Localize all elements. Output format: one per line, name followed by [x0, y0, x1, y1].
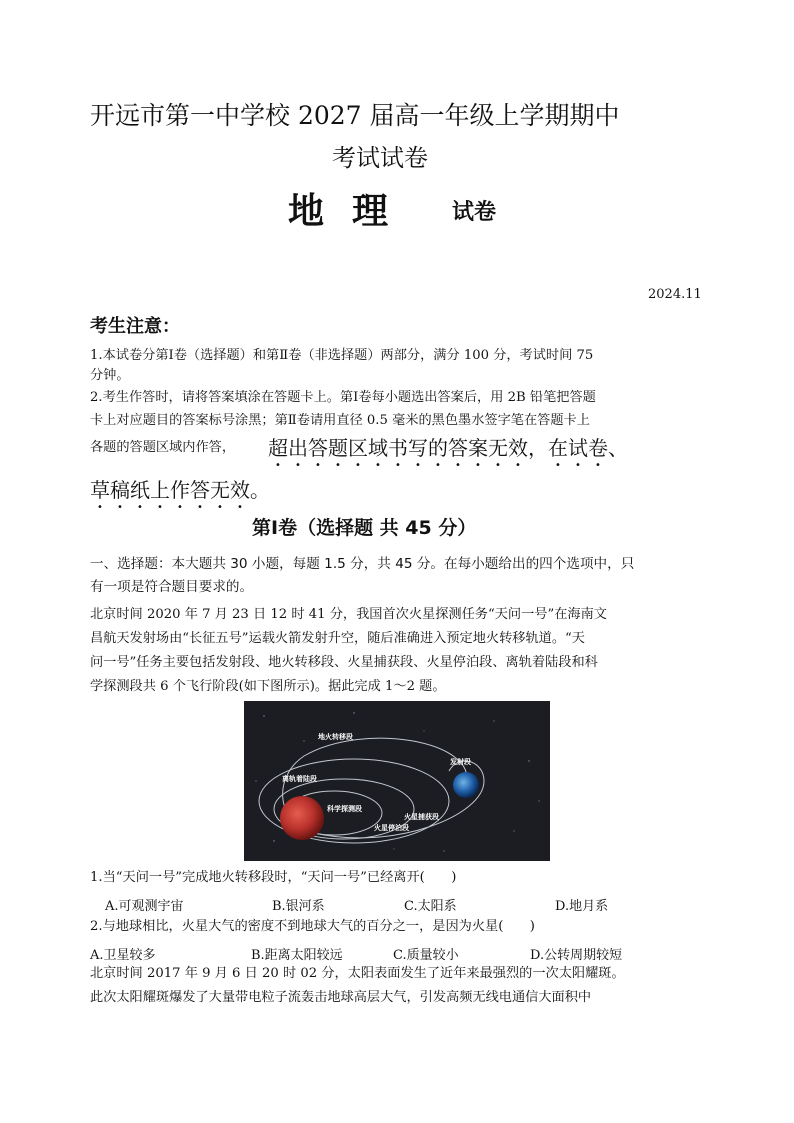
subject-suffix: 试卷 — [452, 200, 497, 225]
tianwen-flight-phases-figure — [244, 701, 550, 861]
label-science: 科学探测段 — [327, 805, 362, 813]
notice-item1-line2: 分钟。 — [90, 368, 130, 383]
section1-instructions-line1: 一、选择题：本大题共 30 小题，每题 1.5 分，共 45 分。在每小题给出的四个选项中，只 — [90, 556, 635, 572]
label-parking: 火星停泊段 — [374, 824, 409, 832]
q1-option-b: B.银河系 — [272, 899, 325, 914]
notice-item2-line2: 卡上对应题目的答案标号涂黑；第Ⅱ卷请用直径 0.5 毫米的黑色墨水签字笔在答题卡上 — [90, 413, 590, 428]
notice-item2-line1: 2.考生作答时，请将答案填涂在答题卡上。第Ⅰ卷每小题选出答案后，用 2B 铅笔把答题 — [90, 390, 596, 405]
exam-date: 2024.11 — [648, 287, 702, 302]
notice-item2-line3a: 各题的答题区域内作答， — [90, 440, 236, 455]
q2-stem: 2.与地球相比，火星大气的密度不到地球大气的百分之一，是因为火星( ) — [90, 919, 535, 934]
q2-option-d: D.公转周期较短 — [530, 948, 623, 963]
q1-option-d: D.地月系 — [555, 899, 609, 914]
q2-option-b: B.距离太阳较远 — [251, 948, 343, 963]
exam-title-line1: 开远市第一中学校 2027 届高一年级上学期期中 — [90, 101, 620, 130]
notice-emphasis-line1: 超出答题区域书写的答案无效，在试卷、 — [268, 436, 628, 460]
mars-planet — [280, 796, 324, 840]
passage2-line2: 此次太阳耀斑爆发了大量带电粒子流轰击地球高层大气，引发高频无线电通信大面积中 — [90, 990, 592, 1005]
earth-planet — [453, 772, 479, 798]
notice-emphasis-line2: 草稿纸上作答无效。 — [90, 478, 270, 502]
q1-option-c: C.太阳系 — [404, 899, 457, 914]
label-launch: 发射段 — [450, 758, 471, 766]
section1-title: 第Ⅰ卷（选择题 共 45 分） — [252, 517, 477, 539]
q1-option-a: A.可观测宇宙 — [105, 899, 184, 914]
passage1-line3: 问一号”任务主要包括发射段、地火转移段、火星捕获段、火星停泊段、离轨着陆段和科 — [90, 655, 598, 670]
label-transfer: 地火转移段 — [318, 733, 353, 741]
passage1-line1: 北京时间 2020 年 7 月 23 日 12 时 41 分，我国首次火星探测任务“天问一号”在海南文 — [90, 607, 607, 622]
subject-title: 地理 — [288, 191, 417, 232]
label-capture: 火星捕获段 — [404, 813, 439, 821]
passage2-line1: 北京时间 2017 年 9 月 6 日 20 时 02 分，太阳表面发生了近年来最强烈的一次太阳耀斑。 — [90, 966, 625, 981]
notice-heading: 考生注意： — [90, 316, 180, 337]
passage1-line2: 昌航天发射场由“长征五号”运载火箭发射升空，随后准确进入预定地火转移轨道。“天 — [90, 631, 585, 646]
q2-option-a: A.卫星较多 — [90, 948, 156, 963]
q2-option-c: C.质量较小 — [393, 948, 459, 963]
notice-item1-line1: 1.本试卷分第Ⅰ卷（选择题）和第Ⅱ卷（非选择题）两部分，满分 100 分，考试时间 75 — [90, 348, 594, 363]
q1-stem: 1.当“天问一号”完成地火转移段时，“天问一号”已经离开( ) — [90, 870, 457, 885]
exam-title-line2: 考试试卷 — [332, 144, 428, 172]
section1-instructions-line2: 有一项是符合题目要求的。 — [90, 579, 254, 595]
label-deorbit: 离轨着陆段 — [282, 775, 317, 783]
passage1-line4: 学探测段共 6 个飞行阶段(如下图所示)。据此完成 1～2 题。 — [90, 679, 446, 694]
